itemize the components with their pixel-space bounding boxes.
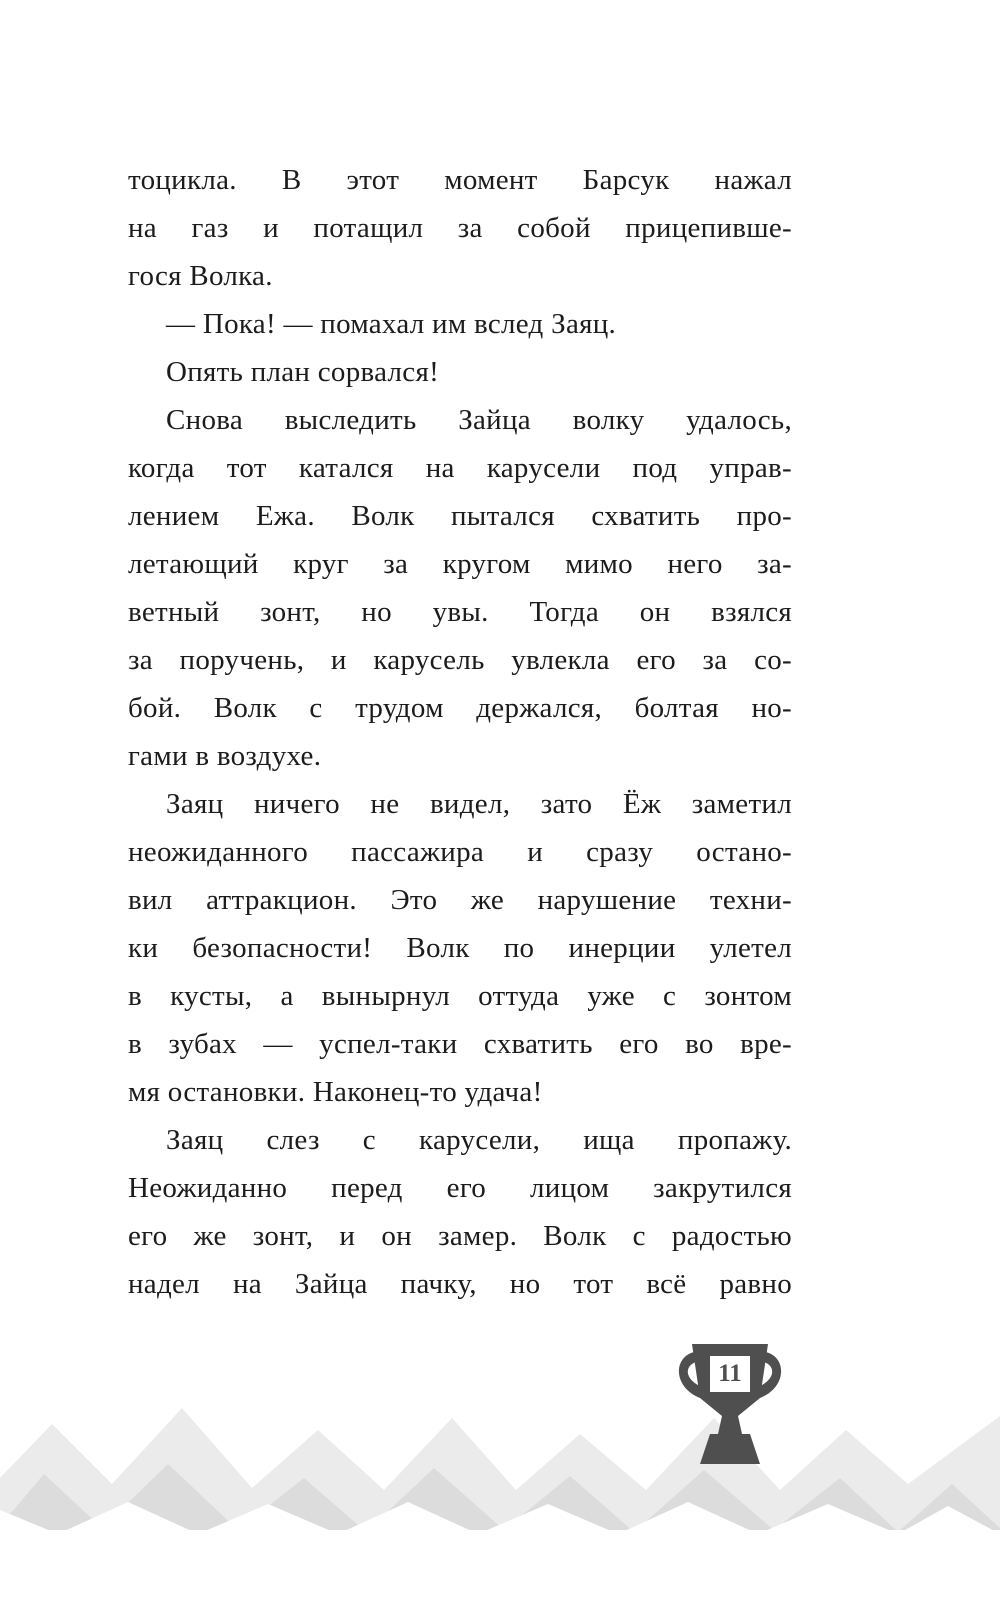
text-line: лением Ежа. Волк пытался схватить про- <box>128 500 792 532</box>
text-line: летающий круг за кругом мимо него за- <box>128 548 792 580</box>
text-line: когда тот катался на карусели под управ- <box>128 452 792 484</box>
text-line: на газ и потащил за собой прицепивше- <box>128 212 792 244</box>
text-line: ки безопасности! Волк по инерции улетел <box>128 932 792 964</box>
page-number: 11 <box>718 1360 742 1387</box>
text-line: вил аттракцион. Это же нарушение техни- <box>128 884 792 916</box>
text-block <box>128 156 792 1308</box>
paragraph <box>128 780 792 1116</box>
text-line: надел на Зайца пачку, но тот всё равно <box>128 1268 792 1300</box>
paragraph <box>128 1116 792 1308</box>
paragraph <box>128 348 792 396</box>
paragraph <box>128 300 792 348</box>
text-line: — Пока! — помахал им вслед Заяц. <box>166 308 617 340</box>
text-line: Снова выследить Зайца волку удалось, <box>166 404 792 436</box>
text-line: Заяц слез с карусели, ища пропажу. <box>166 1124 792 1156</box>
text-line: Опять план сорвался! <box>166 356 440 388</box>
page-number-badge <box>670 1340 790 1472</box>
text-line: ветный зонт, но увы. Тогда он взялся <box>128 596 792 628</box>
text-line: гося Волка. <box>128 260 273 292</box>
text-line: за поручень, и карусель увлекла его за со- <box>128 644 792 676</box>
text-line: неожиданного пассажира и сразу остано- <box>128 836 792 868</box>
text-line: его же зонт, и он замер. Волк с радостью <box>128 1220 792 1252</box>
text-line: бой. Волк с трудом держался, болтая но- <box>128 692 792 724</box>
paragraph <box>128 396 792 780</box>
text-line: мя остановки. Наконец-то удача! <box>128 1076 543 1108</box>
paragraph <box>128 156 792 300</box>
text-line: в зубах — успел-таки схватить его во вре- <box>128 1028 792 1060</box>
text-line: в кусты, а вынырнул оттуда уже с зонтом <box>128 980 792 1012</box>
text-line: Неожиданно перед его лицом закрутился <box>128 1172 792 1204</box>
mountains-decoration <box>0 1350 1000 1530</box>
text-line: тоцикла. В этот момент Барсук нажал <box>128 164 792 196</box>
text-line: гами в воздухе. <box>128 740 322 772</box>
text-line: Заяц ничего не видел, зато Ёж заметил <box>166 788 792 820</box>
